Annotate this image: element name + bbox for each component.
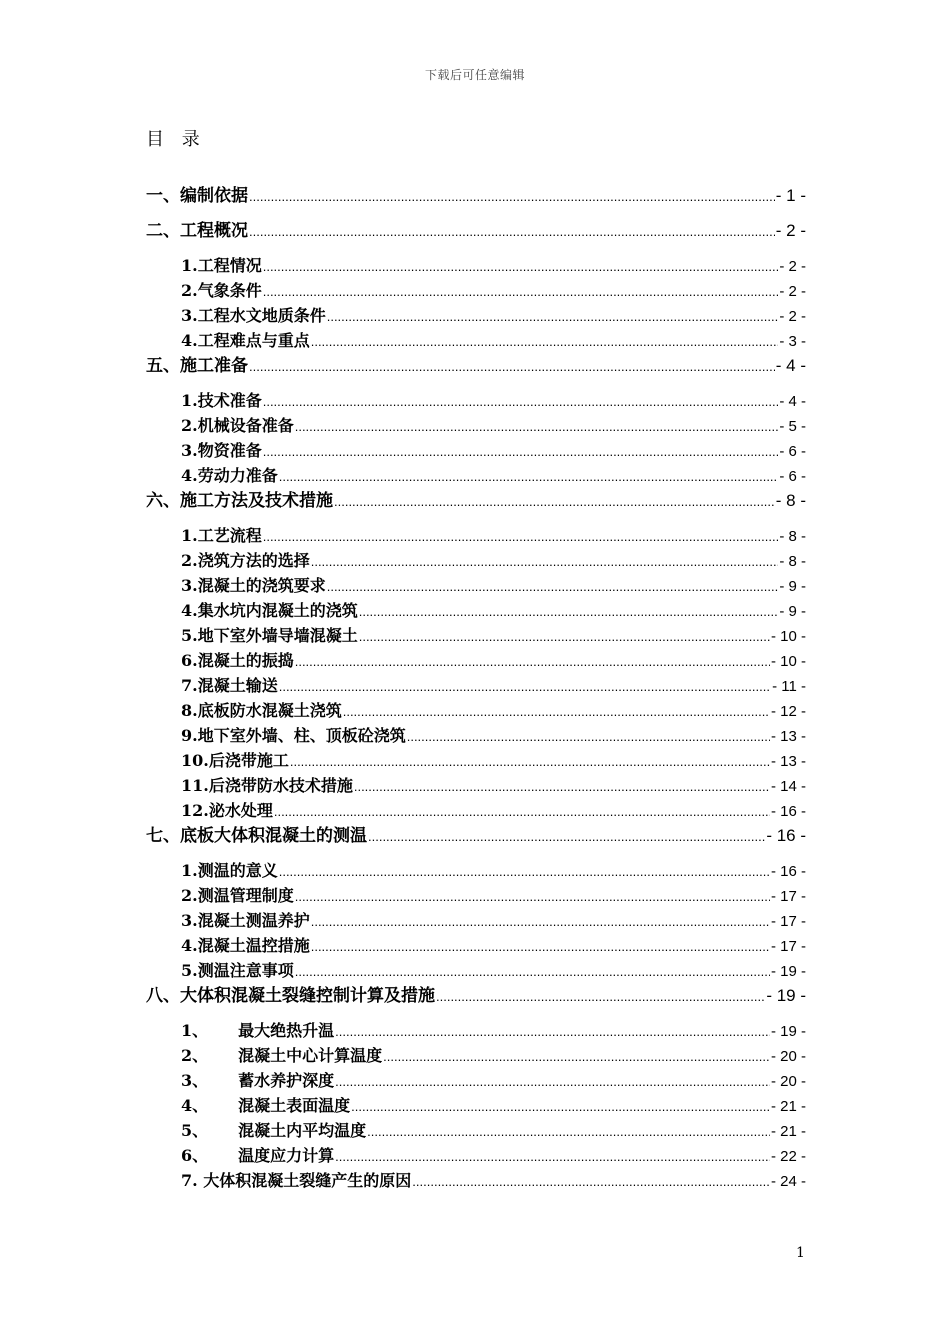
toc-entry[interactable] bbox=[146, 883, 806, 908]
toc-entry[interactable] bbox=[146, 748, 806, 773]
toc-entry-text: 温度应力计算 bbox=[238, 1146, 335, 1165]
dot-leader bbox=[407, 724, 770, 749]
dot-leader bbox=[263, 279, 779, 304]
dot-leader bbox=[295, 959, 770, 984]
toc-entry-page: - 5 - bbox=[779, 418, 806, 435]
toc-entry-label: 2.浇筑方法的选择 bbox=[181, 551, 310, 570]
dot-leader bbox=[351, 1094, 770, 1119]
dot-leader bbox=[263, 254, 779, 279]
toc-entry-label: 六、施工方法及技术措施 bbox=[146, 491, 333, 511]
toc-entry[interactable] bbox=[146, 598, 806, 623]
toc-entry[interactable] bbox=[146, 1093, 806, 1118]
toc-entry-page: - 8 - bbox=[779, 553, 806, 570]
dot-leader bbox=[295, 414, 779, 439]
toc-entry-label: 2.测温管理制度 bbox=[181, 886, 294, 905]
toc-entry[interactable] bbox=[146, 908, 806, 933]
toc-entry-page: - 16 - bbox=[770, 803, 806, 820]
toc-entry-page: - 16 - bbox=[766, 826, 806, 845]
toc-entry-page: - 9 - bbox=[779, 578, 806, 595]
dot-leader bbox=[311, 909, 770, 934]
toc-entry-label: 5.测温注意事项 bbox=[181, 961, 294, 980]
toc-entry-text: 混凝土表面温度 bbox=[238, 1096, 351, 1115]
toc-entry-page: - 3 - bbox=[779, 333, 806, 350]
toc-entry-label: 一、编制依据 bbox=[146, 186, 248, 206]
toc-entry-label bbox=[181, 1018, 334, 1043]
toc-entry-text: 蓄水养护深度 bbox=[238, 1071, 335, 1090]
dot-leader bbox=[367, 1119, 770, 1144]
toc-entry-page: - 19 - bbox=[766, 986, 806, 1005]
toc-entry-label bbox=[181, 1093, 350, 1118]
dot-leader bbox=[354, 774, 770, 799]
dot-leader bbox=[263, 524, 779, 549]
toc-entry[interactable] bbox=[146, 773, 806, 798]
toc-entry[interactable] bbox=[146, 353, 806, 378]
dot-leader bbox=[249, 219, 775, 244]
toc-entry-label: 八、大体积混凝土裂缝控制计算及措施 bbox=[146, 986, 435, 1006]
page-number: 1 bbox=[796, 1245, 805, 1261]
toc-entry[interactable] bbox=[146, 548, 806, 573]
toc-entry-label: 1.技术准备 bbox=[181, 391, 262, 410]
toc-entry[interactable] bbox=[146, 253, 806, 278]
toc-entry-page: - 10 - bbox=[770, 653, 806, 670]
toc-entry-number: 6、 bbox=[181, 1146, 209, 1165]
toc-entry[interactable] bbox=[146, 1068, 806, 1093]
toc-entry-number: 3、 bbox=[181, 1071, 209, 1090]
toc-entry-page: - 12 - bbox=[770, 703, 806, 720]
dot-leader bbox=[274, 799, 770, 824]
toc-entry[interactable] bbox=[146, 328, 806, 353]
toc-entry-number: 2、 bbox=[181, 1046, 209, 1065]
toc-entry-page: - 13 - bbox=[770, 728, 806, 745]
toc-entry-label: 8.底板防水混凝土浇筑 bbox=[181, 701, 342, 720]
toc-entry-page: - 4 - bbox=[779, 393, 806, 410]
toc-entry-label: 2.气象条件 bbox=[181, 281, 262, 300]
toc-entry-label: 3.工程水文地质条件 bbox=[181, 306, 326, 325]
toc-entry[interactable] bbox=[146, 1118, 806, 1143]
toc-entry[interactable] bbox=[146, 278, 806, 303]
dot-leader bbox=[335, 1019, 770, 1044]
toc-entry[interactable] bbox=[146, 183, 806, 208]
toc-entry-page: - 17 - bbox=[770, 938, 806, 955]
toc-entry[interactable] bbox=[146, 1043, 806, 1068]
toc-entry-number: 4、 bbox=[181, 1096, 209, 1115]
dot-leader bbox=[383, 1044, 770, 1069]
toc-entry[interactable] bbox=[146, 698, 806, 723]
toc-entry-label: 4.劳动力准备 bbox=[181, 466, 278, 485]
dot-leader bbox=[249, 354, 775, 379]
dot-leader bbox=[343, 699, 770, 724]
toc-entry[interactable] bbox=[146, 823, 806, 848]
toc-entry-page: - 4 - bbox=[775, 356, 806, 375]
toc-entry-page: - 17 - bbox=[770, 913, 806, 930]
toc-entry[interactable] bbox=[146, 523, 806, 548]
dot-leader bbox=[295, 884, 770, 909]
toc-entry-page: - 9 - bbox=[779, 603, 806, 620]
toc-entry-label bbox=[181, 1043, 382, 1068]
dot-leader bbox=[279, 859, 770, 884]
toc-entry[interactable] bbox=[146, 933, 806, 958]
toc-entry[interactable] bbox=[146, 303, 806, 328]
toc-entry[interactable] bbox=[146, 858, 806, 883]
toc-entry-label: 6.混凝土的振捣 bbox=[181, 651, 294, 670]
dot-leader bbox=[311, 329, 779, 354]
toc-entry-page: - 2 - bbox=[779, 258, 806, 275]
toc-entry-number: 5、 bbox=[181, 1121, 209, 1140]
dot-leader bbox=[279, 464, 779, 489]
toc-entry[interactable] bbox=[146, 488, 806, 513]
toc-entry-page: - 19 - bbox=[770, 1023, 806, 1040]
toc-entry-label: 4.集水坑内混凝土的浇筑 bbox=[181, 601, 358, 620]
toc-entry[interactable] bbox=[146, 573, 806, 598]
dot-leader bbox=[359, 624, 770, 649]
dot-leader bbox=[359, 599, 779, 624]
dot-leader bbox=[334, 489, 775, 514]
dot-leader bbox=[368, 824, 765, 849]
dot-leader bbox=[263, 439, 779, 464]
toc-entry-label: 4.工程难点与重点 bbox=[181, 331, 310, 350]
toc-entry-label: 11.后浇带防水技术措施 bbox=[181, 776, 353, 795]
toc-entry-page: - 11 - bbox=[772, 678, 806, 695]
toc-entry[interactable] bbox=[146, 623, 806, 648]
toc-entry[interactable] bbox=[146, 1018, 806, 1043]
dot-leader bbox=[436, 984, 765, 1009]
toc-entry-label: 2.机械设备准备 bbox=[181, 416, 294, 435]
toc-entry-page: - 2 - bbox=[775, 221, 806, 240]
toc-entry[interactable] bbox=[146, 388, 806, 413]
toc-entry[interactable] bbox=[146, 983, 806, 1008]
toc-entry-page: - 21 - bbox=[770, 1123, 806, 1140]
table-of-contents bbox=[146, 183, 806, 1193]
toc-entry-label: 9.地下室外墙、柱、顶板砼浇筑 bbox=[181, 726, 406, 745]
dot-leader bbox=[335, 1069, 770, 1094]
toc-entry-label: 4.混凝土温控措施 bbox=[181, 936, 310, 955]
toc-entry[interactable] bbox=[146, 648, 806, 673]
dot-leader bbox=[311, 934, 770, 959]
toc-entry[interactable] bbox=[146, 1143, 806, 1168]
toc-entry-label: 3.混凝土测温养护 bbox=[181, 911, 310, 930]
dot-leader bbox=[263, 389, 779, 414]
toc-entry-text: 混凝土中心计算温度 bbox=[238, 1046, 383, 1065]
dot-leader bbox=[412, 1169, 770, 1194]
toc-entry[interactable] bbox=[146, 218, 806, 243]
toc-entry-page: - 10 - bbox=[770, 628, 806, 645]
toc-entry[interactable] bbox=[146, 958, 806, 983]
toc-entry-label bbox=[181, 1118, 366, 1143]
toc-entry-label: 五、施工准备 bbox=[146, 356, 248, 376]
toc-entry-label: 10.后浇带施工 bbox=[181, 751, 289, 770]
dot-leader bbox=[335, 1144, 770, 1169]
toc-entry-page: - 1 - bbox=[775, 186, 806, 205]
toc-entry-label: 3.物资准备 bbox=[181, 441, 262, 460]
toc-entry-label: 7. 大体积混凝土裂缝产生的原因 bbox=[181, 1171, 412, 1190]
dot-leader bbox=[290, 749, 770, 774]
toc-entry-label: 1.工艺流程 bbox=[181, 526, 262, 545]
toc-entry[interactable] bbox=[146, 673, 806, 698]
toc-entry-number: 1、 bbox=[181, 1021, 209, 1040]
toc-entry[interactable] bbox=[146, 413, 806, 438]
page-header: 下载后可任意编辑 bbox=[424, 68, 525, 82]
toc-entry-page: - 22 - bbox=[770, 1148, 806, 1165]
toc-entry-label: 7.混凝土输送 bbox=[181, 676, 278, 695]
dot-leader bbox=[327, 304, 779, 329]
toc-entry-label: 七、底板大体积混凝土的测温 bbox=[146, 826, 367, 846]
toc-entry-label: 1.工程情况 bbox=[181, 256, 262, 275]
toc-entry-label: 3.混凝土的浇筑要求 bbox=[181, 576, 326, 595]
toc-entry[interactable] bbox=[146, 438, 806, 463]
toc-entry-page: - 20 - bbox=[770, 1048, 806, 1065]
dot-leader bbox=[295, 649, 770, 674]
toc-entry-text: 混凝土内平均温度 bbox=[238, 1121, 367, 1140]
toc-entry-page: - 14 - bbox=[770, 778, 806, 795]
dot-leader bbox=[311, 549, 779, 574]
toc-entry-page: - 17 - bbox=[770, 888, 806, 905]
toc-entry[interactable] bbox=[146, 1168, 806, 1193]
toc-entry-page: - 19 - bbox=[770, 963, 806, 980]
toc-entry-page: - 8 - bbox=[775, 491, 806, 510]
toc-entry-page: - 2 - bbox=[779, 308, 806, 325]
toc-entry-page: - 13 - bbox=[770, 753, 806, 770]
toc-entry-label: 5.地下室外墙导墙混凝土 bbox=[181, 626, 358, 645]
toc-entry[interactable] bbox=[146, 463, 806, 488]
toc-entry-page: - 16 - bbox=[770, 863, 806, 880]
toc-entry[interactable] bbox=[146, 798, 806, 823]
toc-entry-label: 1.测温的意义 bbox=[181, 861, 278, 880]
toc-entry-page: - 6 - bbox=[779, 443, 806, 460]
toc-entry-page: - 20 - bbox=[770, 1073, 806, 1090]
dot-leader bbox=[249, 184, 775, 209]
toc-title: 目 录 bbox=[146, 129, 206, 150]
toc-entry-label bbox=[181, 1068, 334, 1093]
toc-entry[interactable] bbox=[146, 723, 806, 748]
toc-entry-page: - 8 - bbox=[779, 528, 806, 545]
toc-entry-label: 二、工程概况 bbox=[146, 221, 248, 241]
dot-leader bbox=[279, 674, 771, 699]
toc-entry-page: - 21 - bbox=[770, 1098, 806, 1115]
toc-entry-label: 12.泌水处理 bbox=[181, 801, 273, 820]
toc-entry-page: - 6 - bbox=[779, 468, 806, 485]
toc-entry-label bbox=[181, 1143, 334, 1168]
toc-entry-page: - 24 - bbox=[770, 1173, 806, 1190]
toc-entry-page: - 2 - bbox=[779, 283, 806, 300]
dot-leader bbox=[327, 574, 779, 599]
toc-entry-text: 最大绝热升温 bbox=[238, 1021, 335, 1040]
